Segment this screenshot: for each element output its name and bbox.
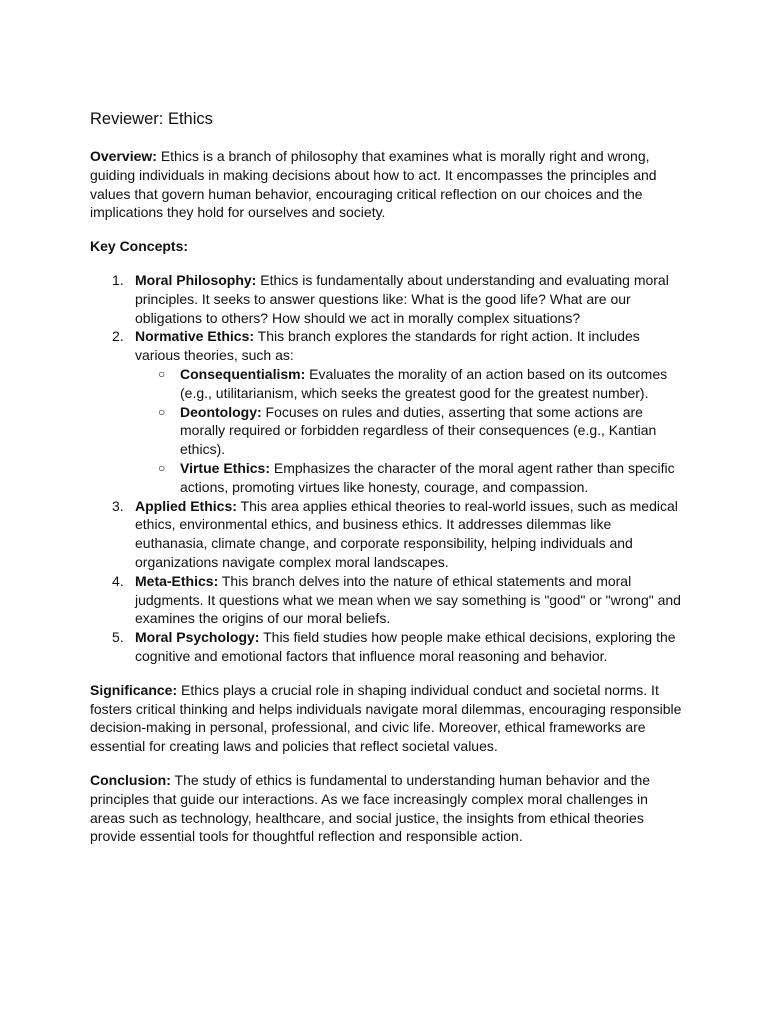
hollow-bullet-icon: ○ — [158, 404, 166, 419]
concept-text: This field studies how people make ethical decisions, exploring the cognitive and emotional factors that influence moral reasoning and behavior. — [135, 629, 676, 664]
concept-item-normative-ethics — [112, 327, 682, 496]
overview-text: Ethics is a branch of philosophy that examines what is morally right and wrong, guiding individuals in making decisions about how to act. It encompasses the principles and values that govern human behavior, encouraging critical reflection on our choices and the implications they hold for ourselves and society. — [90, 148, 657, 221]
conclusion-text: The study of ethics is fundamental to understanding human behavior and the principles that guide our interactions. As we face increasingly complex moral challenges in areas such as technology, healthcare, and social justice, the insights from ethical theories provide essential tools for thoughtful reflection and responsible action. — [90, 771, 651, 845]
significance-label: Significance: — [90, 681, 178, 698]
overview-paragraph — [90, 147, 682, 222]
concept-text: This area applies ethical theories to real-world issues, such as medical ethics, environmental ethics, and business ethics. It addresses dilemmas like euthanasia, climate change, and corporate responsibility, helping individuals and organizations navigate complex moral landscapes. — [135, 497, 678, 570]
subitem-label: Consequentialism: — [180, 365, 306, 382]
list-number: 4. — [112, 572, 124, 589]
normative-theories-list — [135, 365, 682, 497]
subitem-deontology — [158, 403, 682, 459]
overview-label: Overview: — [90, 148, 157, 164]
document-title: Reviewer: Ethics — [90, 110, 213, 128]
hollow-bullet-icon: ○ — [158, 366, 166, 381]
concept-text: This branch explores the standards for right action. It includes various theories, such as: — [135, 328, 640, 364]
list-number: 2. — [112, 328, 124, 345]
concept-item-moral-psychology — [112, 628, 682, 666]
subitem-virtue-ethics — [158, 459, 682, 497]
list-number: 5. — [112, 629, 124, 646]
concept-label: Meta-Ethics: — [135, 572, 219, 589]
conclusion-paragraph — [90, 771, 682, 846]
conclusion-label: Conclusion: — [90, 771, 171, 788]
concept-text: Ethics is fundamentally about understanding and evaluating moral principles. It seeks to answer questions like: What is the good life? What are our obligations to others? How should we act in morally complex situations? — [135, 271, 669, 326]
concept-text: This branch delves into the nature of ethical statements and moral judgments. It questions what we mean when we say something is "good" or "wrong" and examines the origins of our moral beliefs. — [135, 572, 681, 627]
concept-item-moral-philosophy — [112, 271, 682, 327]
hollow-bullet-icon: ○ — [158, 460, 166, 475]
concept-label: Normative Ethics: — [135, 328, 255, 345]
concept-label: Applied Ethics: — [135, 497, 237, 514]
list-number: 1. — [112, 271, 124, 288]
subitem-text: Focuses on rules and duties, asserting that some actions are morally required or forbidden regardless of their consequences (e.g., Kantian ethics). — [180, 403, 657, 458]
document-page — [90, 108, 682, 861]
subitem-label: Deontology: — [180, 403, 262, 420]
key-concepts-list — [90, 271, 682, 666]
subitem-text: Evaluates the morality of an action based on its outcomes (e.g., utilitarianism, which seeks the greatest good for the greatest number). — [180, 365, 668, 401]
concept-label: Moral Philosophy: — [135, 271, 257, 288]
list-number: 3. — [112, 497, 124, 514]
concept-item-applied-ethics — [112, 497, 682, 572]
concept-item-meta-ethics — [112, 572, 682, 628]
concept-label: Moral Psychology: — [135, 629, 260, 646]
significance-paragraph — [90, 681, 682, 756]
subitem-text: Emphasizes the character of the moral agent rather than specific actions, promoting virtues like honesty, courage, and compassion. — [180, 459, 675, 495]
key-concepts-heading: Key Concepts: — [90, 238, 189, 255]
subitem-consequentialism — [158, 365, 682, 403]
significance-text: Ethics plays a crucial role in shaping individual conduct and societal norms. It fosters critical thinking and helps individuals navigate moral dilemmas, encouraging responsible decision-making in personal, professional, and civic life. Moreover, ethical frameworks are essential for creating laws and policies that reflect societal values. — [90, 681, 682, 755]
subitem-label: Virtue Ethics: — [180, 459, 270, 476]
